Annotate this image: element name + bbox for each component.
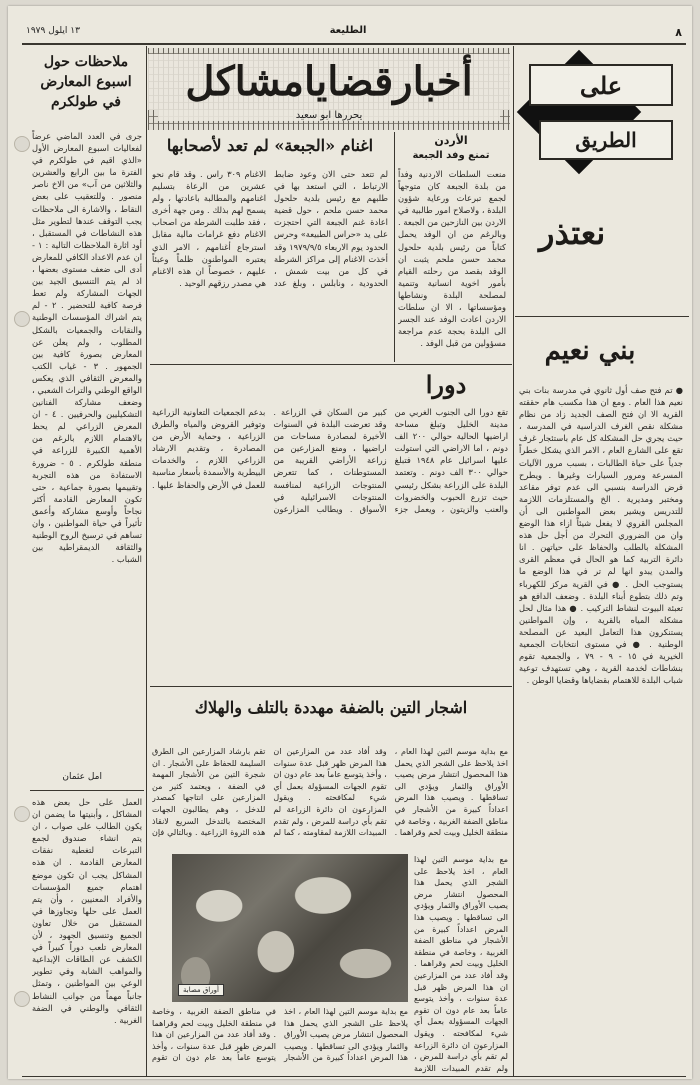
right-col-divider	[515, 316, 689, 317]
exhibition-author: امل عثمان	[62, 772, 102, 782]
jabaa-title: اغنام «الجبعة» لم تعد لأصحابها	[166, 136, 374, 155]
badge-bottom: الطريق	[539, 120, 673, 160]
badge-top: على	[529, 64, 673, 106]
jordan-box-rule	[394, 132, 395, 362]
jabaa-body: لم تتعد حتى الان وعود ضابط الارتباط ، التي استعد بها في طلبهم مع رئيس بلدية حلحول محمد حسن ملحم ، حول قضية اعادة غنم الجبعة التي احتجزت على يد «حراس الطبيعة» وحرس الحدود يوم الاربعاء ١٩٧٩/٩/٥ وقد أخذت الاغنام إلى مراكز الشرطة في كل من بيت شمش ، الحدودية ، ونابلس ، وبلغ عدد الاغنام ٣٠٩ راس . وقد قام نحو عشرين من الرعاة بتسليم اغنامهم والمطالبة باعادتها ، ولم يسمح لهم بذلك . ومن جهة أخرى ، فقد طلبت الشرطة من اصحاب الاغنام دفع غرامات مالية مقابل استرجاع أغنامهم ، الامر الذي يعتبره المواطنون ظلماً وعبئاً عليهم ، خصوصاً ان هذه الاغنام هي مصدر رزقهم الوحيد .	[152, 169, 388, 288]
punch-hole	[14, 311, 30, 327]
exhibition-body-continued: العمل على حل بعض هذه المشاكل ، وأبنيتها ما يضمن ان يكون الطالب على صواب ، ان يتم انشاء صندوق لجمع التبرعات لتغطية نفقات المعارض القادمة . ان هذه المشاكل يجب ان تكون موضع اهتمام جميع المؤسسات والأفراد المعنيين ، وأن يتم العمل على حلها وتجاوزها في المستقبل من خلال تعاون الجميع وتنسيق الجهود ، لأن المعارض تلعب دوراً كبيراً في الكشف عن الطاقات الإبداعية والمواهب الشابة وفي تطوير الوعي بين المواطنين ، وتمثل جانباً مهماً من جوانب النشاط الثقافي والوطني في الضفة الغربية .	[32, 797, 142, 1025]
apology-title: نعتذر	[539, 214, 606, 252]
jordan-kicker: الأردن	[434, 134, 468, 147]
jordan-body: منعت السلطات الاردنية وفداً من بلدة الجبعة كان متوجهاً لجمع تبرعات ورعاية شؤون البلدة ، ولاصلاح امور طالبية في الاردن بين النازحين من الجبعة . وبالرغم من ان الوفد يحمل كتاباً من رئيس بلدية حلحول محمد حسن ملحم يثبت ان الوفد بقصد من رحلته القيام بأمور اخوية انسانية وتنمية لمصلحة البلدة ونشاطها ومؤسساتها ، الا ان سلطات الاردن اعادت الوفد عند الجسر الى البلدة بحجة عدم مراجعة مسؤولين من قبل الوفد .	[398, 169, 506, 349]
bani-naim-title: بني نعيم	[544, 336, 636, 366]
right-column-rule	[513, 46, 514, 1076]
fig-trees-body-side: مع بداية موسم التين لهذا العام ، اخذ يلاحظ على الشجر الذي يحمل هذا المحصول انتشار مرض يصيب الأوراق والثمار ويؤدي الى تساقطها . ويصيب هذا المرض اعداداً كبيرة من الأشجار في مناطق الضفة الغربية ، وخاصة في منطقة الخليل وبيت لحم وقراهما . وقد أفاد عدد من المزارعين ان هذا المرض ظهر قبل عدة سنوات ، وأخذ يتوسع عاماً بعد عام دون ان تقوم الجهات المسؤولة بعمل أي شيء لمكافحته . ويقول المزارعون ان دائرة الزراعة لم تقم بأي دراسة للمرض ، ولم تقدم المبيدات اللازمة	[414, 855, 508, 1073]
left-column-rule	[146, 46, 147, 1076]
masthead-title: أخبارقضايامشاكل	[148, 54, 510, 110]
dura-body: تقع دورا الى الجنوب الغربي من مدينة الخليل وتبلغ مساحة اراضيها الحالية حوالي ٢٠٠ الف دونم ، اما الاراضي التي استولت عليها اسرائيل عام ١٩٤٨ فتبلغ حوالي ٣٠٠ الف دونم . وتعتمد البلدة على الزراعة بشكل رئيسي حيث تزرع الحبوب والخضروات والعنب والزيتون ، ويعمل جزء كبير من السكان في الزراعة . وقد تعرضت البلدة في السنوات الأخيرة لمصادرة مساحات من اراضيها ، ومنع المزارعين من زراعة الأراضي القريبة من المستوطنات ، كما تتعرض المنتوجات الزراعية لمنافسة المنتوجات الاسرائيلية في الأسواق . ويطالب المزارعون بدعم الجمعيات التعاونية الزراعية وتوفير القروض والمياه والطرق الزراعية ، وحماية الأرض من المصادرة ، وتقديم الارشاد الزراعي اللازم ، والخدمات البيطرية والأسمدة بأسعار مناسبة للعمل في الأرض والحفاظ عليها .	[152, 407, 508, 514]
right-column	[515, 46, 689, 1076]
masthead-band	[148, 48, 510, 130]
header-rule	[22, 43, 686, 45]
dura-title: دورا	[425, 370, 467, 399]
issue-date: ١٣ ايلول ١٩٧٩	[26, 26, 80, 36]
punch-hole	[14, 991, 30, 1007]
exhibition-title: ملاحظات حول اسبوع المعارض في طولكرم	[40, 54, 132, 110]
punch-hole	[14, 806, 30, 822]
photo-caption: أوراق مصابة	[178, 984, 224, 996]
fig-trees-body-bottom: مع بداية موسم التين لهذا العام ، اخذ يلاحظ على الشجر الذي يحمل هذا المحصول انتشار مرض يصيب الأوراق والثمار ويؤدي الى تساقطها . ويصيب هذا المرض اعداداً كبيرة من الأشجار في مناطق الضفة الغربية ، وخاصة في منطقة الخليل وبيت لحم وقراهما . وقد أفاد عدد من المزارعين ان هذا المرض ظهر قبل عدة سنوات ، وأخذ يتوسع عاماً بعد عام دون ان تقوم	[152, 1007, 408, 1063]
left-col-divider	[30, 790, 144, 791]
fig-trees-body-top: مع بداية موسم التين لهذا العام ، اخذ يلاحظ على الشجر الذي يحمل هذا المحصول انتشار مرض يصيب الأوراق والثمار ويؤدي الى تساقطها . ويصيب هذا المرض اعداداً كبيرة من الأشجار في مناطق الضفة الغربية ، وخاصة في منطقة الخليل وبيت لحم وقراهما . وقد أفاد عدد من المزارعين ان هذا المرض ظهر قبل عدة سنوات ، وأخذ يتوسع عاماً بعد عام دون ان تقوم الجهات المسؤولة بعمل أي شيء لمكافحته . ويقول المزارعون ان دائرة الزراعة لم تقم بأي دراسة للمرض ، ولم تقدم المبيدات اللازمة لمقاومته ، كما لم تقم بارشاد المزارعين الى الطرق السليمة للحفاظ على الأشجار . ان شجرة التين من الأشجار المهمة في الضفة ، ويعتمد كثير من المزارعين على انتاجها كمصدر للدخل ، وهم يطالبون الجهات المختصة بالتدخل السريع لانقاذ هذه الثروة الزراعية . وبالتالي فإن	[152, 747, 508, 838]
punch-hole	[14, 136, 30, 152]
page-header	[8, 6, 692, 42]
fig-trees-title: اشجار التين بالضفة مهددة بالتلف والهلاك	[194, 698, 468, 717]
newspaper-page	[8, 6, 692, 1079]
jabaa-story	[150, 132, 390, 362]
dura-story	[150, 366, 512, 684]
page-number: ٨	[675, 26, 682, 39]
masthead-byline: يحررها ابو سعيد	[158, 110, 500, 121]
infected-leaves-photo	[172, 854, 408, 1002]
bani-naim-body: ● تم فتح صف أول ثانوي في مدرسة بنات بني نعيم هذا العام . ومع ان هذا مكسب هام حققته القرية الا ان فتح الصف الجديد زاد من نظام مشكلة نقص الغرف الدراسية في المدرسة ، حيث يجري حل المشكلة كل عام باستئجار غرف تقع على الشارع العام ، الامر الذي يشكل خطراً جدياً على حياة الطالبات ، بسبب مرور الآليات المسرعة ومرور السيارات وغيرها . ويطرح فرض الدراسة بنسبي الى عدم توفر مقاعد ومختبر ومديرية . الخ والمستلزمات اللازمة للتدريس ويشير بعض المواطنين الى أن المجلس القروي لا يفعل شيئاً ازاء هذا الوضع وان من الضروري التحرك من أجل حل هذه المشكلة بالطلب والحفاظ على حياتهن . انا دائرة التربية كما هو الحال في معظم القرى والمدن يبدو انها لم تر في هذا الوضع ما يستوجب الحل . ● في القرية مركز للكهرباء وتم ذلك بتطوع أبناء البلدة . وضعف الدافع هو تعبئة البيوت لنشاط التركيب . ● هذا مثال لحل مشكلة المياه بالقرية ، وإن المواطنين يستنكرون هذا التعامل البعيد عن المصلحة الوطنية . ● في مستوى انتخابات الجمعية الخيرية في ١٥ - ٩ - ٧٩ ، والجمعية تقوم بنشاطات لخدمة القرية ، وهي تستهدف توعية شباب البلدة للاهتمام بقضاياها وقضايا الوطن .	[519, 385, 683, 686]
story-divider	[150, 364, 512, 365]
left-column	[30, 48, 144, 1076]
exhibition-body: جرى في العدد الماضي عرضاً لفعاليات اسبوع المعارض الأول «الذي اقيم في طولكرم في الفترة ما بين الرابع والعشرين والثلاثين من آب» من الاخ ناصر منصور . وللتعقيب على بعض النقاط ، والاشارة الى ملاحظات يجب التوقف عندها لتطوير مثل هذه النشاطات في المستقبل ، أود اثارة الملاحظات التالية : ١ - ان عدم الاعداد الكافي للمعارض أدى الى ضعف مستوى بعضها ، اذ لم يتم التنسيق الجيد بين الجهات المشاركة ولم تعط فرصة كافية للتحضير . ٢ - لم يتم اشراك المؤسسات الوطنية والنقابات والجمعيات بالشكل المطلوب ، ولم يعلن عن المعارض بصورة كافية بين الجمهور . ٣ - غياب الكتب والمعرض الثقافي الذي يعكس الواقع الوطني والتراث الشعبي ، وضعف مشاركة الفنانين التشكيليين والحرفيين . ٤ - ان المعرض الزراعي لم يحظ بالاهتمام اللازم بالرغم من الأهمية الكبيرة للزراعة في منطقة طولكرم . ٥ - ضرورة الاستفادة من هذه التجربة وتقييمها بصورة جماعية ، حتى تكون المعارض القادمة أكثر نجاحاً وأوسع مشاركة وأعمق تأثيراً في حياة المواطنين ، وان تساهم في ترسيخ الروح الوطنية والثقافة الديمقراطية بين الشباب .	[32, 131, 142, 565]
bottom-rule	[22, 1076, 686, 1077]
jordan-title: تمنع وفد الجبعة	[412, 150, 490, 161]
jordan-box	[396, 132, 512, 362]
fig-story-divider	[150, 686, 512, 687]
fig-trees-story	[150, 688, 512, 1078]
magazine-name: الطليعة	[329, 25, 367, 36]
